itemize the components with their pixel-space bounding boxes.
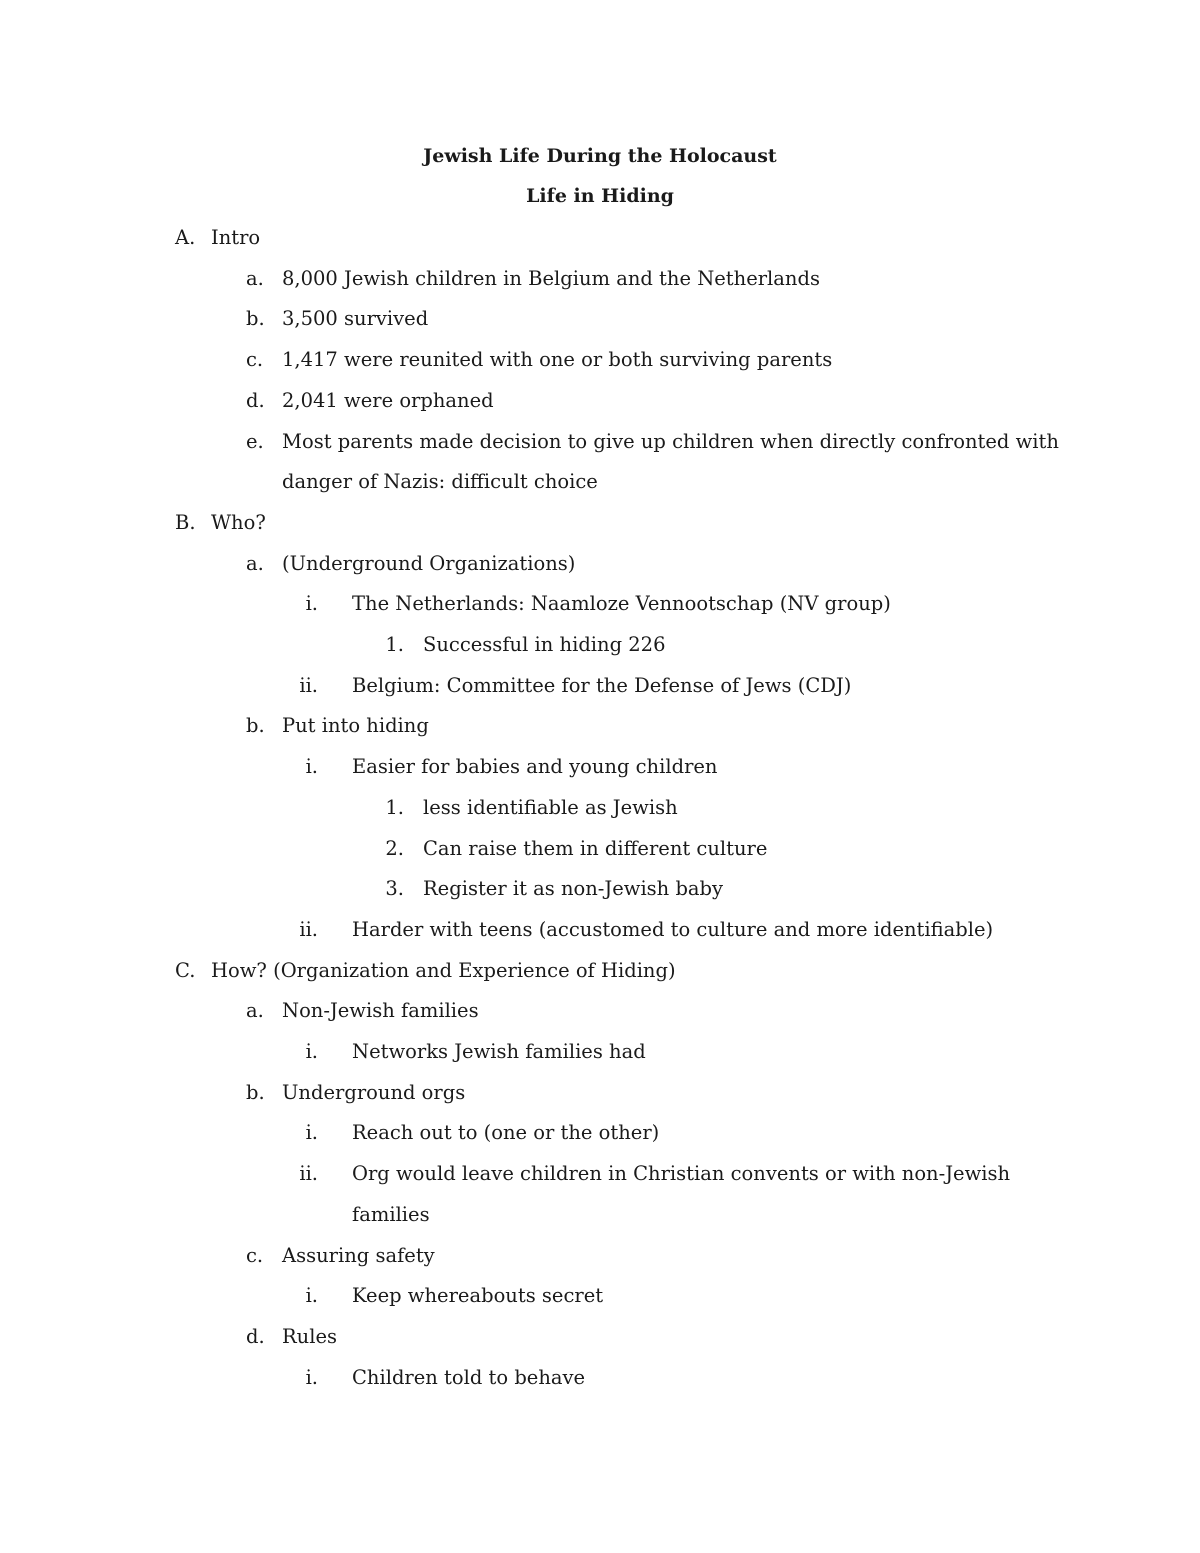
outline-text: Most parents made decision to give up children when directly confronted with	[282, 429, 1059, 453]
outline-marker: b.	[246, 1080, 265, 1104]
outline-text: Assuring safety	[282, 1243, 435, 1267]
outline-marker: i.	[305, 1365, 318, 1389]
outline-text: Reach out to (one or the other)	[352, 1121, 660, 1145]
outline-text: Non-Jewish families	[282, 999, 479, 1023]
outline-text: How? (Organization and Experience of Hiding)	[211, 958, 676, 982]
outline-text: Easier for babies and young children	[352, 755, 718, 779]
outline-marker: a.	[246, 551, 264, 575]
outline-marker: i.	[305, 1121, 318, 1145]
document-subtitle: Life in Hiding	[526, 185, 674, 207]
outline-marker: B.	[175, 510, 196, 534]
outline-marker: b.	[246, 307, 265, 331]
outline-marker: i.	[305, 592, 318, 616]
outline-marker: ii.	[299, 673, 318, 697]
outline-text: Intro	[211, 226, 261, 249]
outline-text: Belgium: Committee for the Defense of Jews (CDJ)	[352, 673, 852, 697]
outline-text: Register it as non-Jewish baby	[423, 877, 724, 901]
outline-marker: ii.	[299, 1162, 318, 1186]
outline-marker: 2.	[385, 836, 404, 860]
outline-marker: d.	[246, 1324, 265, 1348]
outline-text: Put into hiding	[282, 714, 429, 738]
outline-text: Keep whereabouts secret	[352, 1284, 604, 1308]
outline-marker: a.	[246, 999, 264, 1023]
document-title: Jewish Life During the Holocaust	[423, 145, 777, 167]
outline-marker: e.	[246, 429, 264, 453]
outline-marker: i.	[305, 755, 318, 779]
outline-marker: b.	[246, 714, 265, 738]
outline-text: Children told to behave	[352, 1365, 586, 1389]
outline-text: danger of Nazis: difficult choice	[282, 470, 598, 494]
outline-marker: c.	[246, 348, 264, 372]
outline-marker: 3.	[385, 877, 404, 901]
outline-text: Who?	[211, 510, 266, 534]
outline-marker: 1.	[385, 795, 404, 819]
outline-text: Can raise them in different culture	[423, 836, 768, 860]
outline-marker: C.	[175, 958, 196, 982]
outline-marker: c.	[246, 1243, 264, 1267]
outline-text: 8,000 Jewish children in Belgium and the Netherlands	[282, 266, 820, 290]
outline-text: Rules	[282, 1324, 338, 1348]
outline-text: Org would leave children in Christian convents or with non-Jewish	[352, 1162, 1011, 1186]
outline-marker: ii.	[299, 917, 318, 941]
outline-text: (Underground Organizations)	[282, 551, 576, 575]
outline-text: Successful in hiding 226	[423, 633, 666, 656]
outline-marker: 1.	[385, 633, 404, 656]
outline-marker: d.	[246, 388, 265, 412]
outline-text: The Netherlands: Naamloze Vennootschap (NV group)	[352, 592, 891, 616]
outline-marker: i.	[305, 1040, 318, 1063]
outline-text: families	[352, 1202, 430, 1226]
outline-text: 2,041 were orphaned	[282, 388, 494, 412]
outline-marker: A.	[175, 226, 196, 249]
outline-text: Underground orgs	[282, 1080, 466, 1104]
outline-text: 1,417 were reunited with one or both surviving parents	[282, 348, 833, 372]
outline-text: Harder with teens (accustomed to culture and more identifiable)	[352, 917, 994, 941]
outline-text: Networks Jewish families had	[352, 1040, 646, 1063]
outline-marker: i.	[305, 1284, 318, 1308]
outline-text: 3,500 survived	[282, 307, 429, 331]
outline-text: less identifiable as Jewish	[423, 795, 678, 819]
outline-marker: a.	[246, 266, 264, 290]
